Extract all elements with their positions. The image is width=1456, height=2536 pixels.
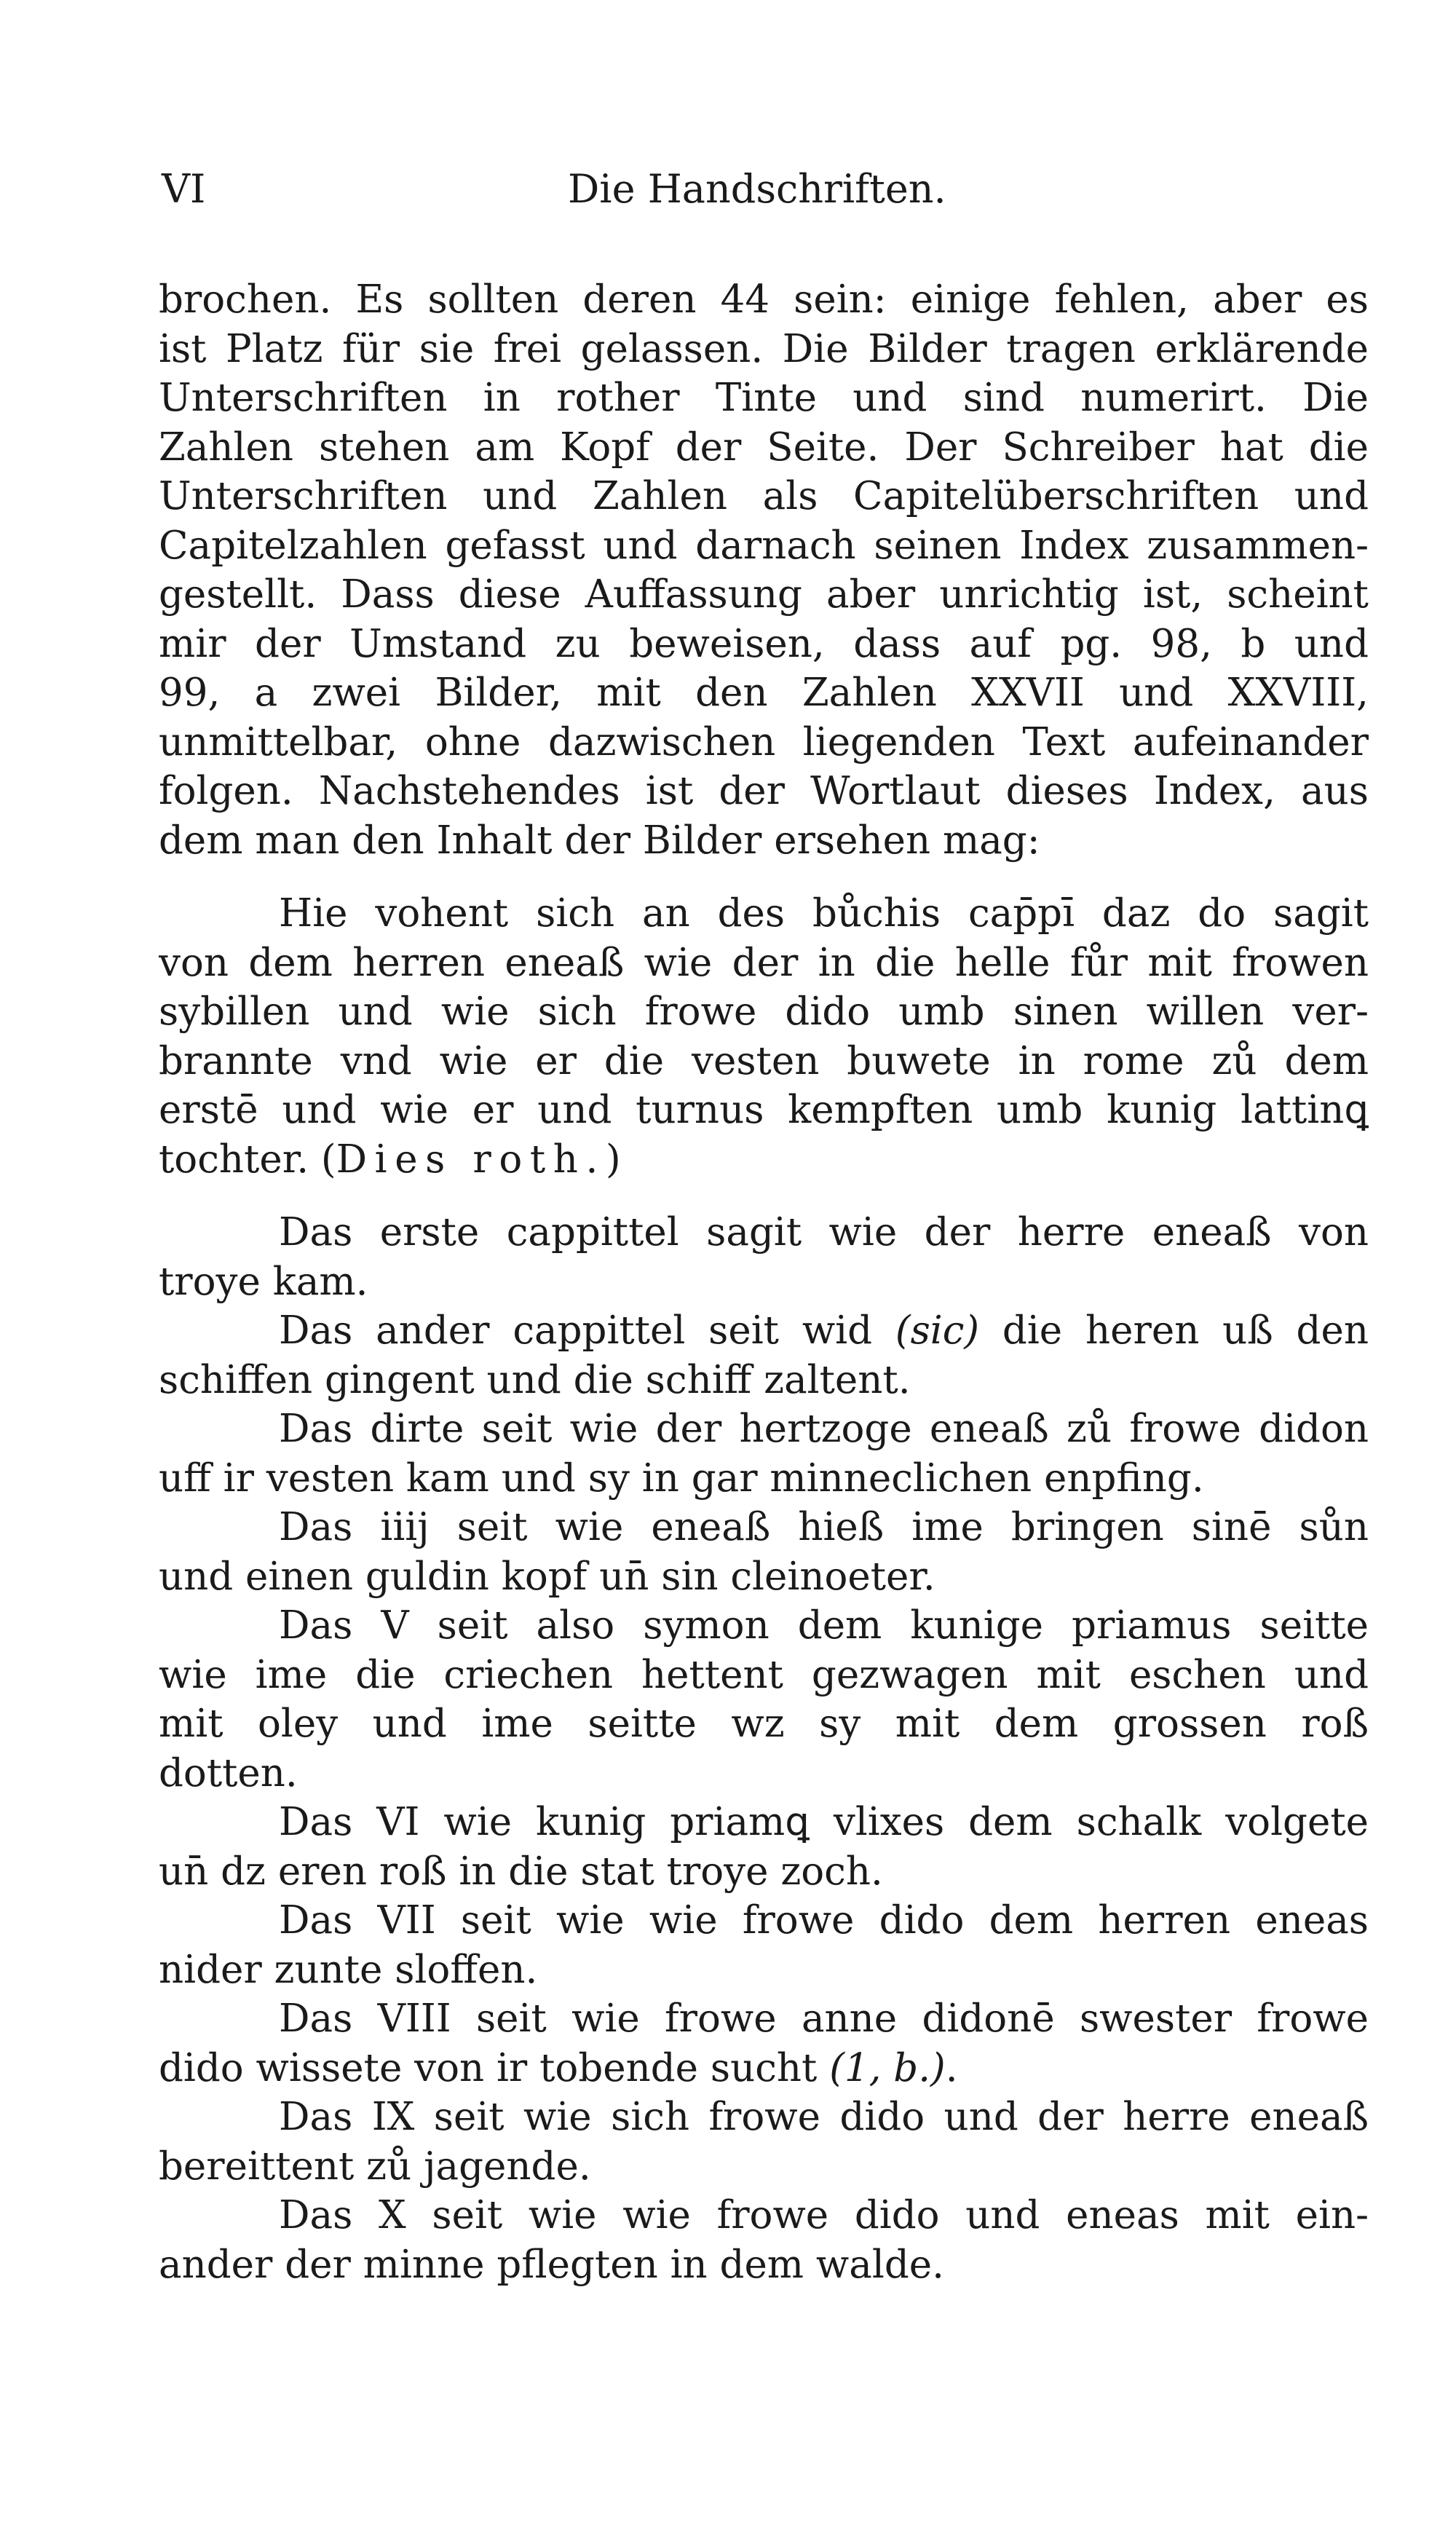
text-line: Das VII seit wie wie frowe dido dem herren eneas xyxy=(279,1898,1369,1943)
text-fragment: dido wissete von ir tobende sucht xyxy=(159,2045,830,2090)
text-line: Das dirte seit wie der hertzoge eneaß zů frowe didon xyxy=(279,1407,1369,1451)
text-line: Das VIII seit wie frowe anne didonē swester frowe xyxy=(279,1996,1369,2041)
sic-note: (sic) xyxy=(895,1308,980,1353)
text-line xyxy=(159,1306,1369,1356)
text-line: Das IX seit wie sich frowe dido und der herre eneaß xyxy=(279,2095,1369,2139)
text-line: folgen. Nachstehendes ist der Wortlaut dieses Index, aus xyxy=(159,769,1369,813)
text-line: Unterschriften und Zahlen als Capitelüberschriften und xyxy=(159,474,1369,518)
text-line: Das V seit also symon dem kunige priamus seitte xyxy=(279,1603,1369,1648)
text-line: nider zunte sloffen. xyxy=(159,1947,538,1992)
text-line: und einen guldin kopf un̄ sin cleinoeter. xyxy=(159,1554,935,1599)
section-gap xyxy=(159,1184,1369,1208)
text-line: mit oley und ime seitte wz sy mit dem grossen roß xyxy=(159,1702,1369,1746)
text-line: Das X seit wie wie frowe dido und eneas mit ein- xyxy=(279,2193,1369,2237)
chapter-entry xyxy=(159,2191,1369,2289)
text-line: Das VI wie kunig priamꝗ vlixes dem schalk volgete xyxy=(279,1800,1369,1844)
text-line: ander der minne pflegten in dem walde. xyxy=(159,2242,944,2287)
page-number: VI xyxy=(162,166,206,212)
chapter-entry xyxy=(159,1896,1369,1994)
text-line: 99, a zwei Bilder, mit den Zahlen XXVII und XXVIII, xyxy=(159,671,1369,715)
chapter-entry xyxy=(159,1503,1369,1601)
text-line: uff ir vesten kam und sy in gar minneclichen enpfing. xyxy=(159,1455,1204,1501)
chapter-entry xyxy=(159,1208,1369,1306)
text-line: sybillen und wie sich frowe dido umb sinen willen ver- xyxy=(159,989,1369,1034)
chapter-entry xyxy=(159,1994,1369,2093)
text-line xyxy=(159,1135,1369,1185)
chapter-entry xyxy=(159,1798,1369,1896)
text-line: Hie vohent sich an des bůchis cap̄pī daz do sagit xyxy=(279,891,1369,936)
text-line: ist Platz für sie frei gelassen. Die Bilder tragen erklärende xyxy=(159,326,1369,371)
text-fragment: tochter. ( xyxy=(159,1137,336,1182)
chapter-entry xyxy=(159,1306,1369,1405)
text-line: gestellt. Dass diese Auffassung aber unrichtig ist, scheint xyxy=(159,572,1369,617)
text-line: bereittent zů jagende. xyxy=(159,2144,591,2189)
folio-reference: (1, b.) xyxy=(829,2045,946,2090)
text-fragment: . xyxy=(945,2045,958,2090)
text-line: brochen. Es sollten deren 44 sein: einige fehlen, aber es xyxy=(159,277,1369,322)
index-heading xyxy=(159,889,1369,1184)
text-line: unmittelbar, ohne dazwischen liegenden Text aufeinander xyxy=(159,719,1369,765)
text-fragment: Das ander cappittel seit wid xyxy=(279,1308,895,1353)
text-line: Das iiij seit wie eneaß hieß ime bringen sinē sůn xyxy=(279,1505,1369,1549)
text-line: troye kam. xyxy=(159,1259,368,1304)
text-line: un̄ dz eren roß in die stat troye zoch. xyxy=(159,1849,883,1894)
section-gap xyxy=(159,865,1369,889)
text-line: wie ime die criechen hettent gezwagen mit eschen und xyxy=(159,1652,1369,1697)
page-body xyxy=(159,275,1369,2289)
text-line: von dem herren eneaß wie der in die helle fůr mit frowen xyxy=(159,940,1369,985)
text-line xyxy=(159,2044,1369,2093)
text-fragment: die heren uß den xyxy=(979,1308,1369,1353)
text-line: Das erste cappittel sagit wie der herre eneaß von xyxy=(279,1210,1369,1255)
text-line: Zahlen stehen am Kopf der Seite. Der Schreiber hat die xyxy=(159,424,1369,470)
text-line: Unterschriften in rother Tinte und sind numerirt. Die xyxy=(159,376,1369,420)
running-title: Die Handschriften. xyxy=(568,166,946,212)
chapter-list xyxy=(159,1208,1369,2289)
text-line: dotten. xyxy=(159,1750,298,1796)
chapter-entry xyxy=(159,2093,1369,2191)
text-line: Capitelzahlen gefasst und darnach seinen Index zusammen- xyxy=(159,523,1369,568)
text-line: mir der Umstand zu beweisen, dass auf pg. 98, b und xyxy=(159,621,1369,666)
text-line: brannte vnd wie er die vesten buwete in rome zů dem xyxy=(159,1038,1369,1083)
text-line: schiffen gingent und die schiff zaltent. xyxy=(159,1357,911,1402)
editorial-note: Dies roth. xyxy=(336,1137,606,1182)
text-line: dem man den Inhalt der Bilder ersehen mag: xyxy=(159,818,1040,863)
text-fragment: ) xyxy=(605,1137,621,1182)
text-line: erstē und wie er und turnus kempften umb kunig lattinꝗ xyxy=(159,1088,1369,1132)
intro-paragraph xyxy=(159,275,1369,865)
page-header xyxy=(0,166,1456,217)
chapter-entry xyxy=(159,1405,1369,1503)
chapter-entry xyxy=(159,1601,1369,1798)
